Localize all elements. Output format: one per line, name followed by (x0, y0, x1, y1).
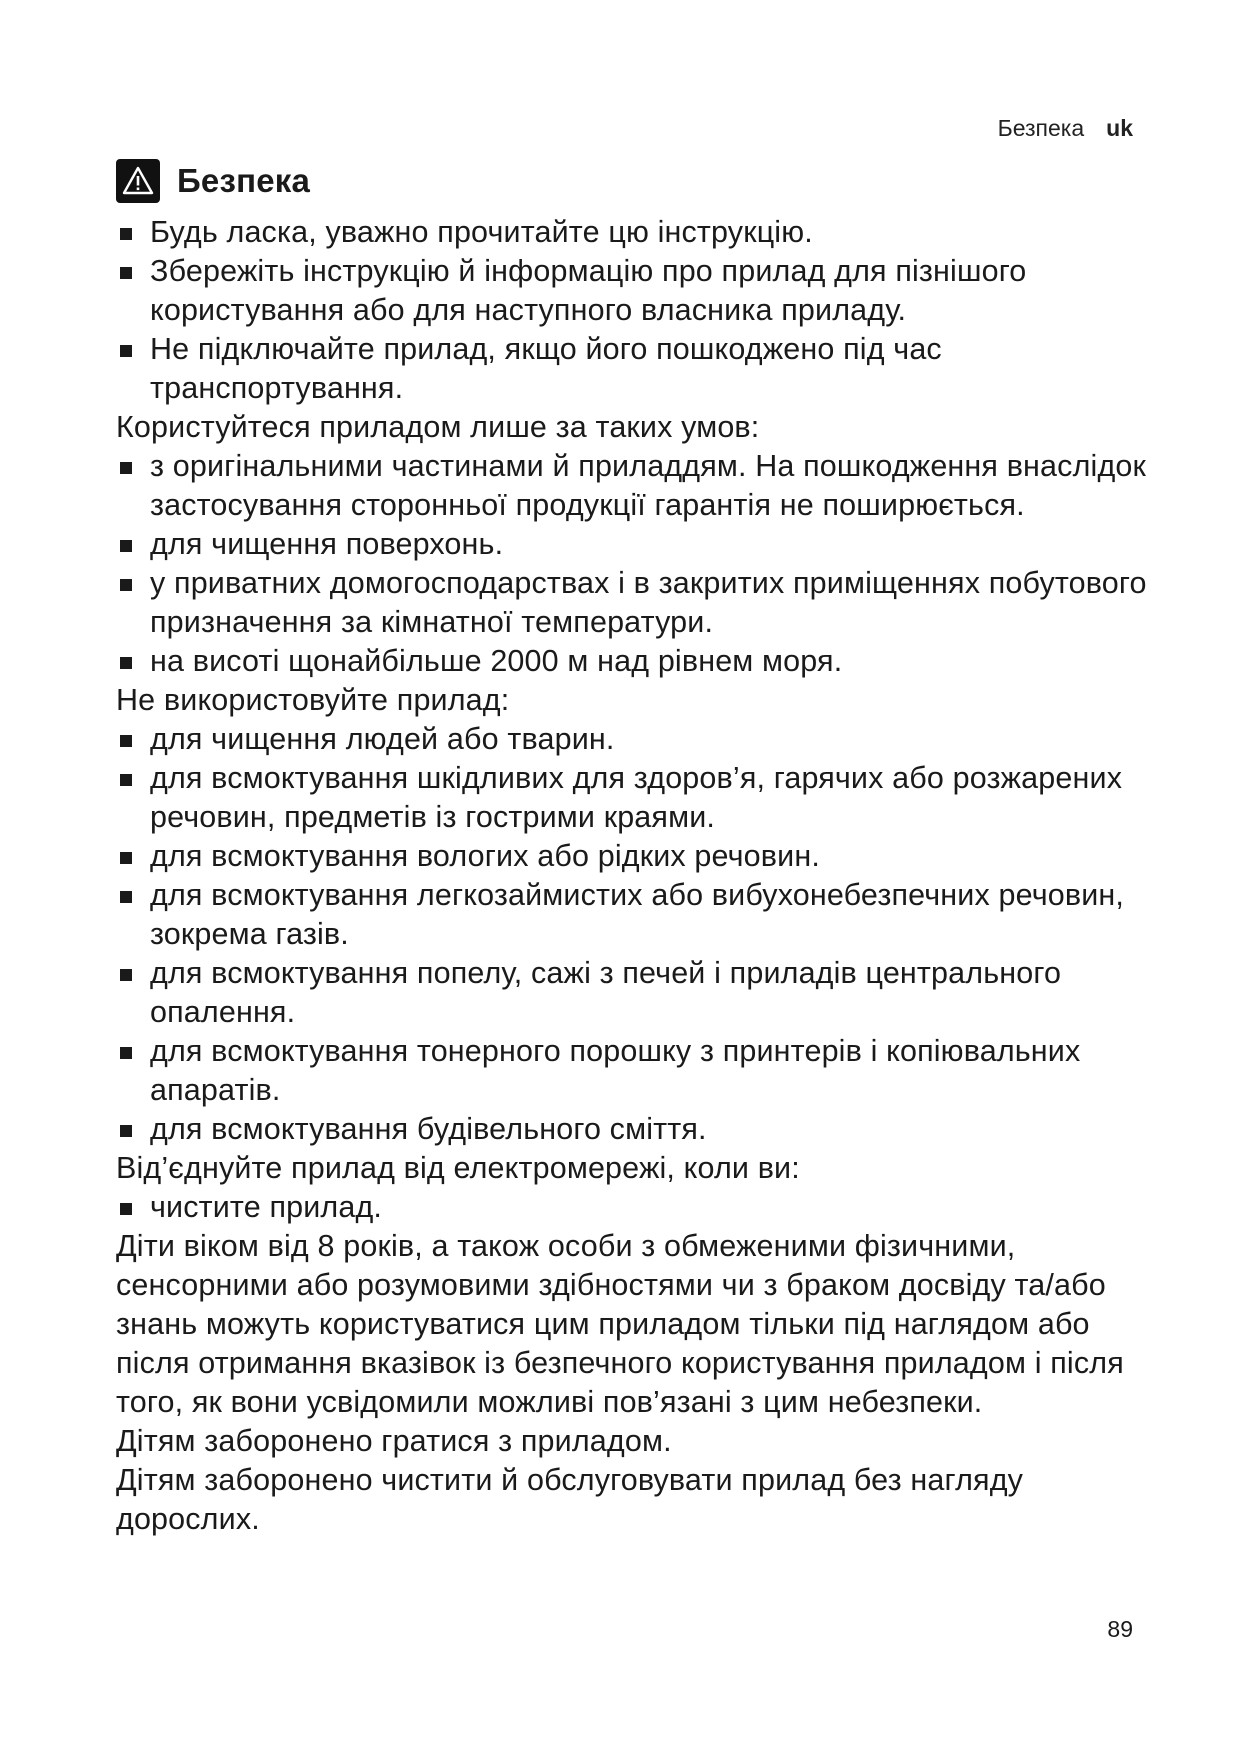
bullet-icon (120, 228, 132, 240)
children-supervision-paragraph: Діти віком від 8 років, а також особи з обмеженими фізичними, сенсорними або розумовими здібностями чи з браком досвіду та/або знань можуть користуватися цим приладом тільки під наглядом або після отримання вказівок із безпечного користування приладом і після того, як вони усвідомили можливі пов’язані з цим небезпеки. (116, 1229, 1124, 1419)
list-item: Не підключайте прилад, якщо його пошкоджено під час транспортування. (116, 330, 1148, 408)
bullet-icon (120, 540, 132, 552)
bullet-icon (120, 579, 132, 591)
bullet-icon (120, 345, 132, 357)
running-header (998, 114, 1133, 142)
bullet-icon (120, 462, 132, 474)
page-number: 89 (1107, 1616, 1133, 1642)
bullet-icon (120, 735, 132, 747)
bullet-icon (120, 969, 132, 981)
list-item: для всмоктування будівельного сміття. (116, 1110, 1148, 1149)
list-item: Збережіть інструкцію й інформацію про прилад для пізнішого користування або для наступного власника приладу. (116, 252, 1148, 330)
disconnect-list (116, 1188, 1148, 1227)
list-item: на висоті щонайбільше 2000 м над рівнем моря. (116, 642, 1148, 681)
usage-conditions-list (116, 447, 1148, 681)
usage-conditions-intro: Користуйтеся приладом лише за таких умов: (116, 410, 760, 444)
header-language-code: uk (1106, 115, 1133, 141)
page-title: Безпека (177, 162, 311, 199)
disconnect-intro: Від’єднуйте прилад від електромережі, коли ви: (116, 1151, 800, 1185)
bullet-icon (120, 1047, 132, 1059)
children-cleaning-paragraph: Дітям заборонено чистити й обслуговувати прилад без нагляду дорослих. (116, 1463, 1024, 1536)
list-item: для всмоктування легкозаймистих або вибухонебезпечних речовин, зокрема газів. (116, 876, 1148, 954)
list-item: для всмоктування тонерного порошку з принтерів і копіювальних апаратів. (116, 1032, 1148, 1110)
bullet-icon (120, 657, 132, 669)
bullet-icon (120, 1203, 132, 1215)
general-safety-list (116, 213, 1148, 408)
list-item: Будь ласка, уважно прочитайте цю інструкцію. (116, 213, 1148, 252)
list-item: чистите прилад. (116, 1188, 1148, 1227)
section-heading (116, 159, 310, 203)
bullet-icon (120, 891, 132, 903)
prohibited-use-intro: Не використовуйте прилад: (116, 683, 510, 717)
header-section-title: Безпека (997, 115, 1085, 141)
bullet-icon (120, 267, 132, 279)
list-item: з оригінальними частинами й приладдям. На пошкодження внаслідок застосування сторонньої продукції гарантія не поширюється. (116, 447, 1148, 525)
list-item: для всмоктування шкідливих для здоров’я, гарячих або розжарених речовин, предметів із гострими краями. (116, 759, 1148, 837)
list-item: для чищення людей або тварин. (116, 720, 1148, 759)
bullet-icon (120, 1125, 132, 1137)
bullet-icon (120, 774, 132, 786)
children-play-paragraph: Дітям заборонено гратися з приладом. (116, 1424, 672, 1458)
list-item: для чищення поверхонь. (116, 525, 1148, 564)
list-item: для всмоктування вологих або рідких речовин. (116, 837, 1148, 876)
list-item: у приватних домогосподарствах і в закритих приміщеннях побутового призначення за кімнатної температури. (116, 564, 1148, 642)
safety-content (116, 213, 1148, 1539)
warning-triangle-icon (116, 159, 160, 203)
prohibited-use-list (116, 720, 1148, 1149)
bullet-icon (120, 852, 132, 864)
list-item: для всмоктування попелу, сажі з печей і приладів центрального опалення. (116, 954, 1148, 1032)
